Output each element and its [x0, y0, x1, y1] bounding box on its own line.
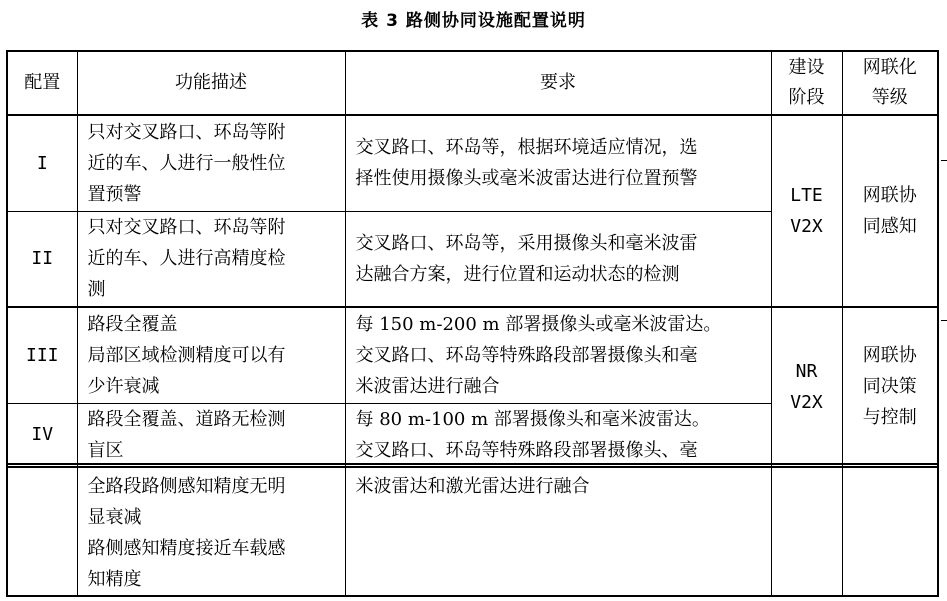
margin-mark — [941, 160, 947, 161]
header-row — [7, 51, 938, 115]
config-cell: IV — [7, 403, 77, 467]
requirement-cell: 交叉路口、环岛等，根据环境适应情况，选 择性使用摄像头或毫米波雷达进行位置预警 — [345, 115, 771, 211]
requirement-cell: 每 150 m-200 m 部署摄像头或毫米波雷达。 交叉路口、环岛等特殊路段部署摄像头和毫 米波雷达进行融合 — [345, 307, 771, 403]
function-cell: 路段全覆盖、道路无检测 盲区 — [77, 403, 345, 467]
config-cell: III — [7, 307, 77, 403]
header-stage: 建设 阶段 — [771, 51, 842, 115]
header-level: 网联化 等级 — [842, 51, 938, 115]
stage-cell — [771, 464, 842, 596]
config-table — [6, 50, 939, 468]
function-cell: 全路段路侧感知精度无明 显衰减 路侧感知精度接近车载感 知精度 — [77, 464, 345, 596]
function-cell: 路段全覆盖 局部区域检测精度可以有 少许衰减 — [77, 307, 345, 403]
level-cell: 网联协 同感知 — [842, 115, 938, 307]
function-cell: 只对交叉路口、环岛等附 近的车、人进行高精度检 测 — [77, 211, 345, 307]
config-cell: II — [7, 211, 77, 307]
table-row — [7, 115, 938, 211]
header-requirement: 要求 — [345, 51, 771, 115]
level-cell: 网联协 同决策 与控制 — [842, 307, 938, 467]
config-cell — [7, 464, 77, 596]
table-row — [7, 307, 938, 403]
margin-mark — [941, 320, 947, 321]
function-cell: 只对交叉路口、环岛等附 近的车、人进行一般性位 置预警 — [77, 115, 345, 211]
requirement-cell: 每 80 m-100 m 部署摄像头和毫米波雷达。 交叉路口、环岛等特殊路段部署摄像头、毫 — [345, 403, 771, 467]
header-function: 功能描述 — [77, 51, 345, 115]
table-row — [7, 464, 938, 596]
table-caption: 表 3 路侧协同设施配置说明 — [361, 11, 586, 31]
table-continuation — [6, 463, 939, 597]
stage-cell: LTE V2X — [771, 115, 842, 307]
config-cell: I — [7, 115, 77, 211]
requirement-cell: 交叉路口、环岛等，采用摄像头和毫米波雷 达融合方案，进行位置和运动状态的检测 — [345, 211, 771, 307]
header-config: 配置 — [7, 51, 77, 115]
level-cell — [842, 464, 938, 596]
requirement-cell: 米波雷达和激光雷达进行融合 — [345, 464, 771, 596]
stage-cell: NR V2X — [771, 307, 842, 467]
